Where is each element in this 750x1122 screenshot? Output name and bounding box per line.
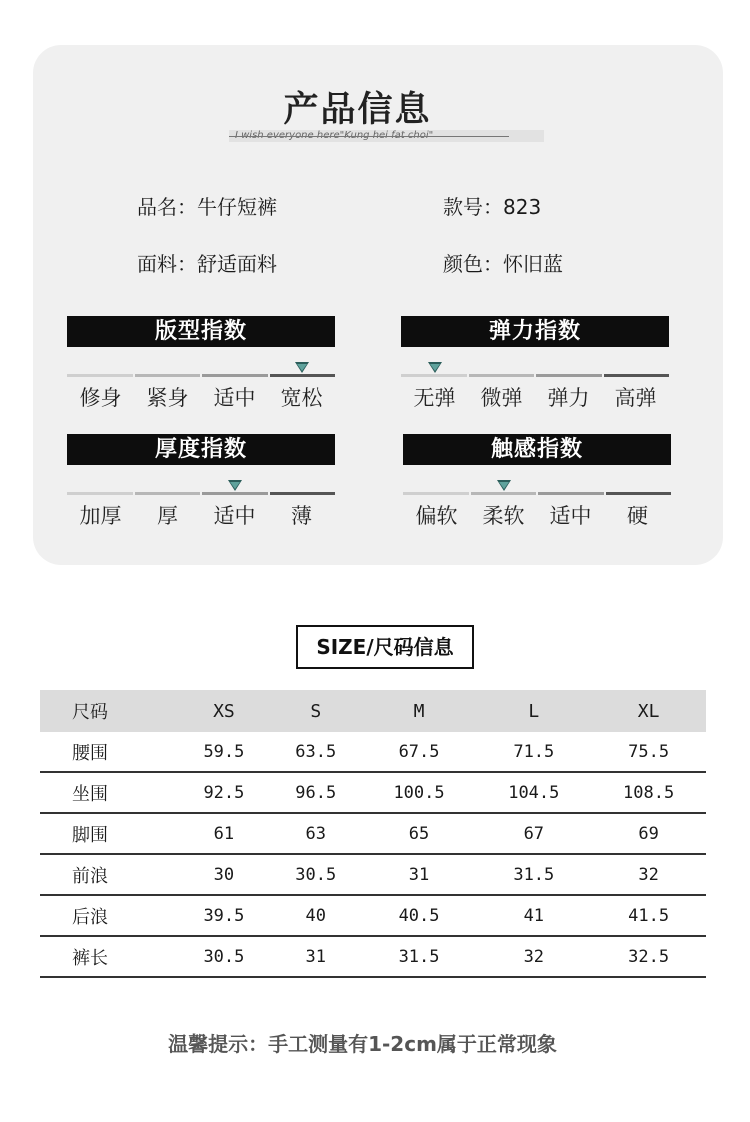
thickness-label-4: 薄 xyxy=(291,504,312,528)
thickness-index-title: 厚度指数 xyxy=(67,434,335,465)
size-table xyxy=(40,690,706,978)
table-cell: 30.5 xyxy=(203,946,245,967)
elasticity-index-title: 弹力指数 xyxy=(401,316,669,347)
table-cell: 40 xyxy=(305,905,326,926)
table-cell: 40.5 xyxy=(398,905,440,926)
row-label: 脚围 xyxy=(72,824,108,846)
table-cell: 31.5 xyxy=(398,946,440,967)
strike-line xyxy=(229,136,509,137)
thickness-label-3: 适中 xyxy=(213,504,256,528)
table-cell: 59.5 xyxy=(203,741,245,762)
elasticity-index-scale xyxy=(401,347,669,409)
size-table-header-row xyxy=(40,690,706,732)
table-cell: 63.5 xyxy=(295,741,337,762)
table-cell: 92.5 xyxy=(203,782,245,803)
header-cell: XL xyxy=(637,700,660,722)
table-cell: 100.5 xyxy=(393,782,445,803)
fit-label-4: 宽松 xyxy=(280,386,323,410)
touch-index-title: 触感指数 xyxy=(403,434,671,465)
style-number: 款号：823 xyxy=(443,195,542,219)
table-cell: 41.5 xyxy=(628,905,670,926)
fabric-info: 面料：舒适面料 xyxy=(137,252,277,276)
table-cell: 67.5 xyxy=(398,741,440,762)
table-cell: 104.5 xyxy=(508,782,560,803)
table-cell: 41 xyxy=(523,905,545,926)
table-cell: 32 xyxy=(523,946,545,967)
fit-label-2: 紧身 xyxy=(146,386,189,410)
table-cell: 30 xyxy=(213,864,235,885)
product-name: 品名：牛仔短裤 xyxy=(137,195,277,219)
thickness-index-marker xyxy=(228,480,242,491)
fit-index-title: 版型指数 xyxy=(67,316,335,347)
table-cell: 71.5 xyxy=(513,741,555,762)
table-row xyxy=(40,772,706,813)
measurement-tip: 温馨提示：手工测量有1-2cm属于正常现象 xyxy=(168,1032,557,1056)
table-row xyxy=(40,854,706,895)
elasticity-label-2: 微弹 xyxy=(480,386,523,410)
thickness-label-1: 加厚 xyxy=(79,504,122,528)
table-cell: 61 xyxy=(213,823,235,844)
touch-index-marker xyxy=(497,480,511,491)
row-label: 裤长 xyxy=(72,947,108,969)
fit-label-1: 修身 xyxy=(79,386,122,410)
touch-index-scale xyxy=(403,465,671,527)
header-cell: S xyxy=(310,700,322,722)
elasticity-index-marker xyxy=(428,362,442,373)
table-row xyxy=(40,813,706,854)
thickness-index xyxy=(67,434,335,527)
table-cell: 30.5 xyxy=(295,864,337,885)
thickness-label-2: 厚 xyxy=(157,504,178,528)
thickness-index-scale xyxy=(67,465,335,527)
table-row xyxy=(40,732,706,772)
row-label: 坐围 xyxy=(72,783,108,805)
elasticity-label-4: 高弹 xyxy=(614,386,657,410)
table-cell: 32 xyxy=(638,864,659,885)
table-cell: 69 xyxy=(638,823,659,844)
table-cell: 63 xyxy=(305,823,326,844)
header-cell: L xyxy=(528,700,540,722)
table-cell: 39.5 xyxy=(203,905,245,926)
touch-index xyxy=(403,434,671,527)
fit-index-scale xyxy=(67,347,335,409)
row-label: 后浪 xyxy=(72,906,108,928)
table-cell: 75.5 xyxy=(628,741,670,762)
table-cell: 31.5 xyxy=(513,864,555,885)
row-label: 腰围 xyxy=(72,742,108,764)
elasticity-label-1: 无弹 xyxy=(413,386,456,410)
header-cell: 尺码 xyxy=(72,702,108,723)
table-cell: 32.5 xyxy=(628,946,670,967)
header-cell: M xyxy=(413,700,425,722)
fit-index-marker xyxy=(295,362,309,373)
color-info: 颜色：怀旧蓝 xyxy=(443,252,563,276)
table-row xyxy=(40,895,706,936)
touch-label-3: 适中 xyxy=(549,504,592,528)
elasticity-label-3: 弹力 xyxy=(547,386,590,410)
touch-label-2: 柔软 xyxy=(482,504,525,528)
table-cell: 96.5 xyxy=(295,782,337,803)
subtitle-banner xyxy=(229,130,544,142)
table-cell: 65 xyxy=(408,823,430,844)
row-label: 前浪 xyxy=(72,865,108,887)
fit-index xyxy=(67,316,335,409)
table-cell: 108.5 xyxy=(623,782,675,803)
page-title: 产品信息 xyxy=(283,90,432,130)
table-row xyxy=(40,936,706,977)
touch-label-4: 硬 xyxy=(627,504,648,528)
size-section-heading: SIZE/尺码信息 xyxy=(296,625,474,669)
fit-label-3: 适中 xyxy=(213,386,256,410)
table-cell: 31 xyxy=(408,864,430,885)
touch-label-1: 偏软 xyxy=(415,504,458,528)
elasticity-index xyxy=(401,316,669,409)
header-cell: XS xyxy=(213,700,235,722)
table-cell: 67 xyxy=(523,823,545,844)
table-cell: 31 xyxy=(305,946,326,967)
